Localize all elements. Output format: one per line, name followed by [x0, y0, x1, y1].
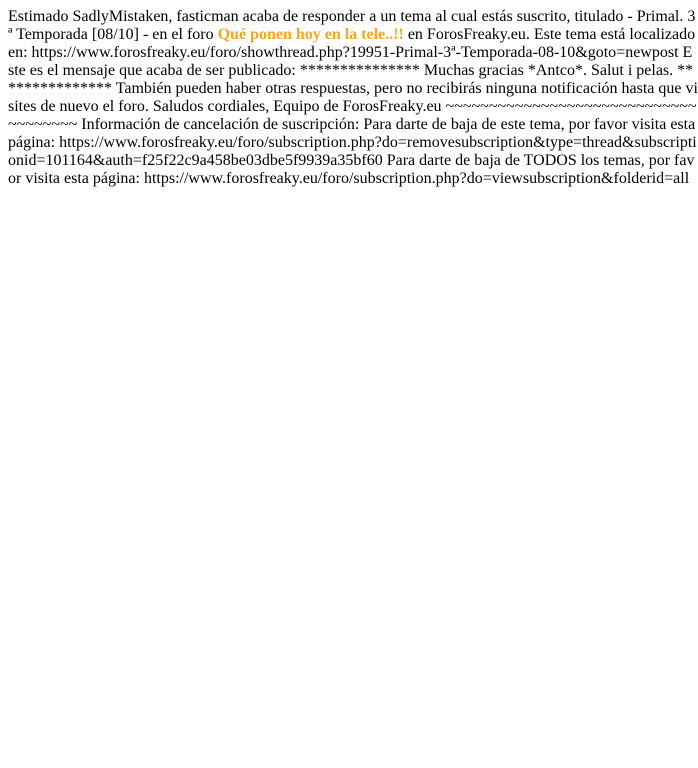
email-intro-text: Estimado SadlyMistaken, fasticman acaba de responder a un tema al cual estás suscrito, titulado - Primal. 3ª Temporada [08/10] - en el foro: [8, 8, 696, 43]
email-body: [8, 8, 698, 188]
email-body-text: en ForosFreaky.eu. Este tema está localizado en: https://www.forosfreaky.eu/foro/showthread.php?19951-Primal-3ª-Temporada-08-10&goto=newpost Este es el mensaje que acaba de ser publicado: *************** Muchas gracias *Antco*. Salut i pelas. *************** También pueden haber otras respuestas, pero no recibirás ninguna notificación hasta que visites de nuevo el foro. Saludos cordiales, Equipo de ForosFreaky.eu ~~~~~~~~~~~~~~~~~~~~~~~~~~~~~~~~~~~~~ Información de cancelación de suscripción: Para darte de baja de este tema, por favor visita esta página: https://www.forosfreaky.eu/foro/subscription.php?do=removesubscription&type=thread&subscriptionid=101164&auth=f25f22c9a458be03dbe5f9939a35bf60 Para darte de baja de TODOS los temas, por favor visita esta página: https://www.forosfreaky.eu/foro/subscription.php?do=viewsubscription&folderid=all: [8, 26, 698, 187]
forum-link[interactable]: Qué ponen hoy en la tele..!!: [217, 26, 404, 43]
